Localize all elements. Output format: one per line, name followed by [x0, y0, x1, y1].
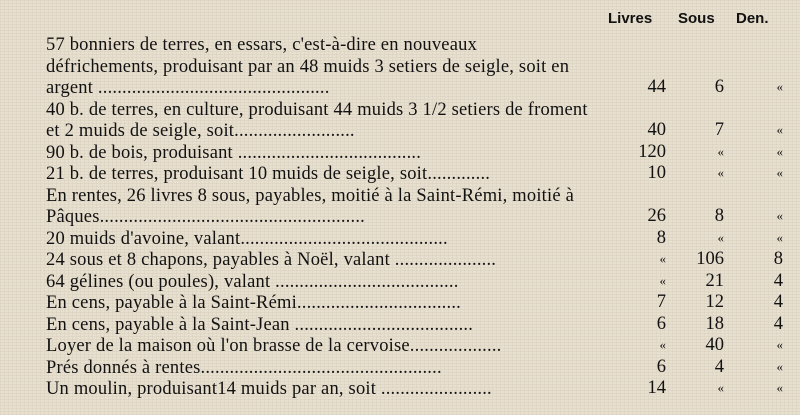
row-description: Prés donnés à rentes.................................................. — [46, 357, 442, 378]
row-description: En rentes, 26 livres 8 sous, payables, moitié à la Saint-Rémi, moitié à Pâques....................................................... — [46, 185, 574, 227]
column-header-livres: Livres — [608, 10, 653, 27]
deniers-value: 4 — [773, 270, 783, 291]
deniers-value: 4 — [773, 292, 783, 312]
livres-value: 14 — [647, 378, 666, 398]
row-description: 40 b. de terres, en culture, produisant 44 muids 3 1/2 setiers de froment et 2 muids de seigle, soit......................... — [46, 99, 588, 141]
sous-value: 18 — [705, 313, 724, 334]
livres-value: « — [659, 337, 666, 352]
deniers-value: « — [776, 165, 783, 180]
table-row — [0, 35, 800, 100]
deniers-value: « — [776, 79, 783, 94]
row-description: Loyer de la maison où l'on brasse de la cervoise................... — [46, 336, 502, 356]
table-row — [0, 315, 800, 337]
sous-value: « — [717, 165, 724, 180]
table-row — [0, 293, 800, 315]
row-description: 21 b. de terres, produisant 10 muids de seigle, soit............. — [46, 164, 491, 184]
table-row — [0, 250, 800, 272]
table-row — [0, 164, 800, 186]
deniers-value: 4 — [773, 313, 783, 334]
revenue-table — [0, 35, 800, 401]
sous-value: « — [717, 229, 724, 245]
column-header-deniers: Den. — [736, 10, 769, 27]
table-row — [0, 379, 800, 401]
sous-value: 8 — [714, 206, 724, 226]
row-description: 64 gélines (ou poules), valant ...................................... — [46, 271, 459, 292]
livres-value: 26 — [647, 206, 666, 226]
row-description: 20 muids d'avoine, valant........................................... — [46, 228, 448, 249]
row-description: 90 b. de bois, produisant ...................................... — [46, 142, 422, 163]
livres-value: 8 — [656, 227, 666, 248]
livres-value: 120 — [638, 141, 666, 162]
livres-value: 6 — [656, 313, 666, 334]
livres-value: 44 — [647, 77, 666, 97]
table-row — [0, 336, 800, 358]
row-description: Un moulin, produisant14 muids par an, soit ....................... — [46, 379, 492, 399]
table-row — [0, 229, 800, 251]
row-description: 57 bonniers de terres, en essars, c'est-à-dire en nouveaux défrichements, produisant par an 48 muids 3 setiers de seigle, soit en argent ................................................ — [46, 35, 570, 98]
table-row — [0, 358, 800, 380]
deniers-value: « — [776, 122, 783, 137]
sous-value: « — [717, 380, 724, 395]
deniers-value: « — [776, 337, 783, 352]
livres-value: 40 — [647, 120, 666, 140]
sous-value: 12 — [705, 292, 724, 312]
livres-value: « — [659, 251, 666, 266]
sous-value: 21 — [705, 270, 724, 291]
table-row — [0, 272, 800, 294]
livres-value: 6 — [656, 356, 666, 377]
livres-value: 7 — [656, 292, 666, 312]
column-header-sous: Sous — [678, 10, 715, 27]
livres-value: 10 — [647, 163, 666, 183]
table-row — [0, 100, 800, 143]
deniers-value: 8 — [773, 249, 783, 269]
livres-value: « — [659, 272, 666, 288]
deniers-value: « — [776, 229, 783, 245]
row-description: En cens, payable à la Saint-Jean ..................................... — [46, 314, 474, 335]
sous-value: « — [717, 143, 724, 159]
sous-value: 7 — [714, 120, 724, 140]
row-description: En cens, payable à la Saint-Rémi.................................. — [46, 293, 461, 313]
row-description: 24 sous et 8 chapons, payables à Noël, valant ..................... — [46, 250, 497, 270]
table-row — [0, 143, 800, 165]
deniers-value: « — [776, 208, 783, 223]
sous-value: 106 — [696, 249, 724, 269]
deniers-value: « — [776, 380, 783, 395]
sous-value: 40 — [705, 335, 724, 355]
sous-value: 6 — [714, 77, 724, 97]
table-row — [0, 186, 800, 229]
deniers-value: « — [776, 358, 783, 374]
deniers-value: « — [776, 143, 783, 159]
sous-value: 4 — [714, 356, 724, 377]
